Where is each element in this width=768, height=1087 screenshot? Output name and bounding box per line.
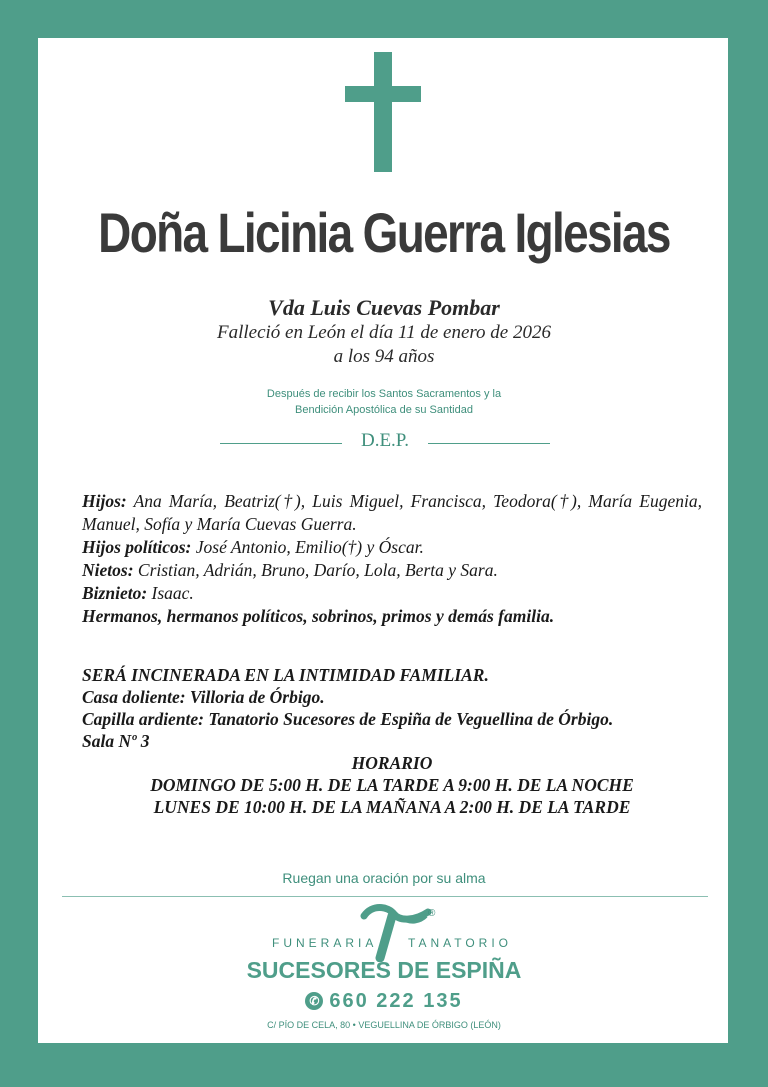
- dep-row: [220, 430, 550, 454]
- other-family: Hermanos, hermanos políticos, sobrinos, primos y demás familia.: [82, 606, 555, 626]
- inlaws-label: Hijos políticos:: [82, 537, 192, 557]
- prayer-request: Ruegan una oración por su alma: [282, 870, 486, 886]
- phone-icon: ✆: [305, 992, 323, 1010]
- schedule-sunday: DOMINGO DE 5:00 H. DE LA TARDE A 9:00 H. DE LA NOCHE: [150, 775, 634, 795]
- schedule-monday: LUNES DE 10:00 H. DE LA MAÑANA A 2:00 H. DE LA TARDE: [153, 797, 631, 817]
- inlaws-line: [82, 536, 702, 559]
- incineration-note: SERÁ INCINERADA EN LA INTIMIDAD FAMILIAR.: [82, 665, 489, 685]
- grandchildren-line: [82, 559, 702, 582]
- divider-right: [428, 443, 550, 444]
- room: Sala Nº 3: [82, 731, 150, 751]
- grandchildren-label: Nietos:: [82, 560, 134, 580]
- chapel: Capilla ardiente: Tanatorio Sucesores de Espiña de Veguellina de Órbigo.: [82, 709, 614, 729]
- footer-divider: [62, 896, 708, 897]
- phone-row: [0, 990, 768, 1013]
- widow-of: Vda Luis Cuevas Pombar: [268, 295, 500, 320]
- deceased-name: Doña Licinia Guerra Iglesias: [98, 201, 670, 264]
- age: a los 94 años: [333, 346, 435, 367]
- inlaws-names: José Antonio, Emilio(†) y Óscar.: [195, 537, 424, 557]
- dep-text: D.E.P.: [360, 430, 410, 451]
- other-family-line: [82, 605, 702, 628]
- family-section: [82, 490, 702, 628]
- phone-number: 660 222 135: [329, 990, 463, 1012]
- mourning-house: Casa doliente: Villoria de Órbigo.: [82, 687, 325, 707]
- funeraria-label: FUNERARIA: [272, 936, 378, 950]
- great-grandchild-line: [82, 582, 702, 605]
- cross-icon: [345, 52, 421, 172]
- death-date: Falleció en León el día 11 de enero de 2026: [217, 322, 551, 343]
- sacraments-line-2: Bendición Apostólica de su Santidad: [295, 404, 473, 416]
- tanatorio-label: TANATORIO: [408, 936, 513, 950]
- children-line: [82, 490, 702, 536]
- schedule-title: HORARIO: [351, 753, 433, 773]
- grandchildren-names: Cristian, Adrián, Bruno, Darío, Lola, Berta y Sara.: [137, 560, 498, 580]
- great-grandchild-label: Biznieto:: [82, 583, 148, 603]
- children-names: Ana María, Beatriz(†), Luis Miguel, Francisca, Teodora(†), María Eugenia, Manuel, Sofía y María Cuevas Guerra.: [82, 491, 702, 534]
- children-label: Hijos:: [82, 491, 127, 511]
- sacraments-line-1: Después de recibir los Santos Sacramentos y la: [266, 388, 502, 400]
- registered-mark: ®: [428, 908, 436, 919]
- funeraria-logo-icon: [358, 902, 438, 962]
- ceremony-section: [82, 664, 702, 818]
- great-grandchild-name: Isaac.: [151, 583, 194, 603]
- address: C/ PÍO DE CELA, 80 • VEGUELLINA DE ÓRBIGO (LEÓN): [267, 1020, 501, 1030]
- brand-name: SUCESORES DE ESPIÑA: [246, 957, 522, 983]
